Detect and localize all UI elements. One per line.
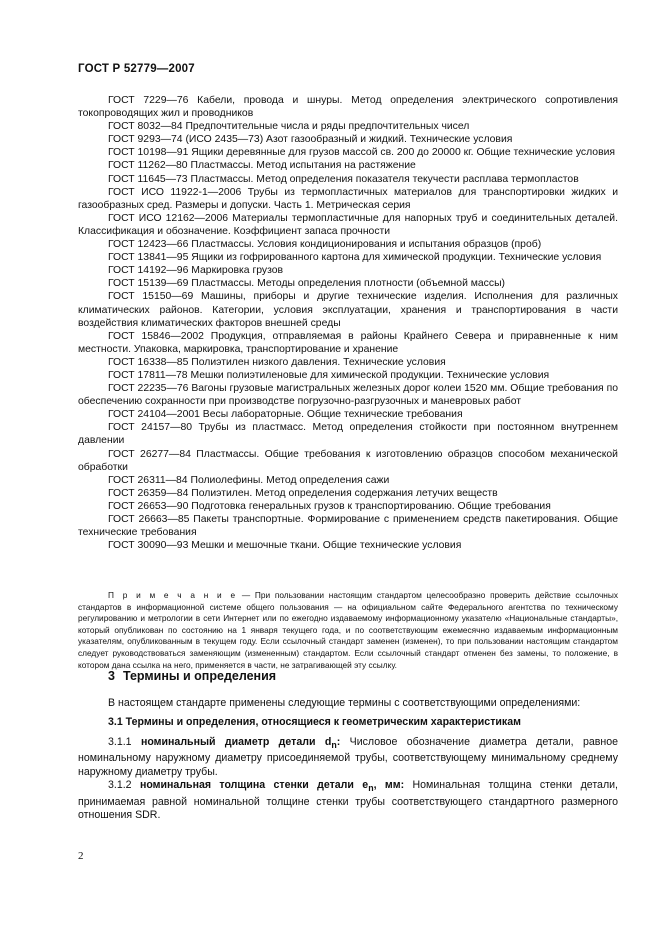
document-header: ГОСТ Р 52779—2007: [78, 63, 195, 75]
reference-item: ГОСТ ИСО 12162—2006 Материалы термопластичные для напорных труб и соединительных деталей. Классификация и обозначение. Коэффициент запаса прочности: [78, 212, 618, 237]
reference-item: ГОСТ 14192—96 Маркировка грузов: [108, 265, 284, 277]
reference-item: ГОСТ 11262—80 Пластмассы. Метод испытания на растяжение: [108, 160, 416, 172]
reference-item: ГОСТ 16338—85 Полиэтилен низкого давления. Технические условия: [108, 356, 446, 368]
reference-item: ГОСТ 8032—84 Предпочтительные числа и ряды предпочтительных чисел: [108, 121, 470, 133]
term-subscript: n: [331, 739, 337, 750]
reference-item: ГОСТ 26663—85 Пакеты транспортные. Формирование с применением средств пакетирования. Общие технические требования: [78, 514, 618, 539]
reference-item: ГОСТ 26311—84 Полиолефины. Метод определения сажи: [108, 474, 390, 486]
term-number: 3.1.2: [108, 779, 132, 792]
term-definition-text: Числовое обозначение диаметра детали, равное номинальному наружному диаметру присоединяемой трубы, соответствующему минимальному среднему наружному диаметру трубы.: [78, 735, 618, 778]
reference-item: ГОСТ 15150—69 Машины, приборы и другие технические изделия. Исполнения для различных климатических районов. Категории, условия эксплуатации, хранения и транспортирования в части воздействия климатических факторов внешней среды: [78, 291, 618, 329]
reference-item: ГОСТ 12423—66 Пластмассы. Условия кондиционирования и испытания образцов (проб): [108, 239, 542, 251]
section-intro: В настоящем стандарте применены следующие термины с соответствующими определениями:: [108, 697, 581, 709]
reference-item: ГОСТ 22235—76 Вагоны грузовые магистральных железных дорог колеи 1520 мм. Общие требования по обеспечению сохранности при производстве погрузочно-разгрузочных и маневровых работ: [78, 383, 618, 408]
reference-item: ГОСТ 26359—84 Полиэтилен. Метод определения содержания летучих веществ: [108, 487, 498, 499]
section-number: 3: [108, 669, 115, 683]
subsection-heading: 3.1 Термины и определения, относящиеся к геометрическим характеристикам: [108, 716, 521, 729]
normative-references-list: [78, 94, 618, 552]
page-number: 2: [78, 850, 84, 862]
term-definition-text: Номинальная толщина стенки детали, принимаемая равной номинальной толщине стенки трубы соответствующего стандартного размерного отношения SDR.: [78, 779, 618, 822]
term-definition-1: [78, 736, 618, 779]
term-unit: , мм:: [373, 779, 405, 792]
reference-item: ГОСТ 15846—2002 Продукция, отправляемая в районы Крайнего Севера и приравненные к ним местности. Упаковка, маркировка, транспортирование и хранение: [78, 330, 618, 355]
section-heading: [108, 669, 276, 683]
term-name: номинальная толщина стенки детали e: [139, 779, 369, 792]
reference-item: ГОСТ 13841—95 Ящики из гофрированного картона для химической продукции. Технические условия: [108, 252, 602, 264]
reference-item: ГОСТ 24157—80 Трубы из пластмасс. Метод определения стойкости при постоянном внутреннем давлении: [78, 422, 618, 447]
reference-item: ГОСТ 11645—73 Пластмассы. Метод определения показателя текучести расплава термопластов: [108, 173, 579, 185]
section-body: [78, 697, 618, 822]
term-subscript: n: [368, 783, 374, 794]
reference-item: ГОСТ 10198—91 Ящики деревянные для грузов массой св. 200 до 20000 кг. Общие технические условия: [108, 147, 616, 159]
reference-item: ГОСТ 15139—69 Пластмассы. Методы определения плотности (объемной массы): [108, 278, 505, 290]
reference-item: ГОСТ 7229—76 Кабели, провода и шнуры. Метод определения электрического сопротивления токопроводящих жил и проводников: [78, 95, 618, 120]
term-colon: :: [336, 735, 341, 748]
section-title: Термины и определения: [122, 669, 277, 683]
note-paragraph: [78, 590, 618, 671]
note-text: — При пользовании настоящим стандартом целесообразно проверить действие ссылочных стандартов в информационной системе общего пользования — на официальном сайте Федерального агентства по техническому регулированию и метрологии в сети Интернет или по ежегодно издаваемому информационному указателю «Национальные стандарты», который опубликован по состоянию на 1 января текущего года, и по соответствующим ежемесячно издаваемым информационным указателям, опубликованным в текущем году. Если ссылочный стандарт заменен (изменен), то при пользовании настоящим стандартом следует руководствоваться заменяющим (измененным) стандартом. Если ссылочный стандарт отменен без замены, то положение, в котором дана ссылка на него, применяется в части, не затрагивающей эту ссылку.: [78, 590, 618, 670]
reference-item: ГОСТ 17811—78 Мешки полиэтиленовые для химической продукции. Технические условия: [108, 369, 550, 381]
term-definition-2: [78, 779, 618, 822]
term-number: 3.1.1: [108, 735, 132, 748]
reference-item: ГОСТ ИСО 11922-1—2006 Трубы из термопластичных материалов для транспортировки жидких и газообразных сред. Размеры и допуски. Часть 1. Метрическая серия: [78, 186, 618, 211]
reference-item: ГОСТ 30090—93 Мешки и мешочные ткани. Общие технические условия: [108, 540, 462, 552]
note-label: П р и м е ч а н и е: [108, 590, 238, 600]
reference-item: ГОСТ 9293—74 (ИСО 2435—73) Азот газообразный и жидкий. Технические условия: [108, 134, 513, 146]
reference-item: ГОСТ 26277—84 Пластмассы. Общие требования к изготовлению образцов способом механической обработки: [78, 448, 618, 473]
reference-item: ГОСТ 26653—90 Подготовка генеральных грузов к транспортированию. Общие требования: [108, 500, 551, 512]
reference-item: ГОСТ 24104—2001 Весы лабораторные. Общие технические требования: [108, 409, 463, 421]
term-name: номинальный диаметр детали d: [140, 735, 332, 748]
